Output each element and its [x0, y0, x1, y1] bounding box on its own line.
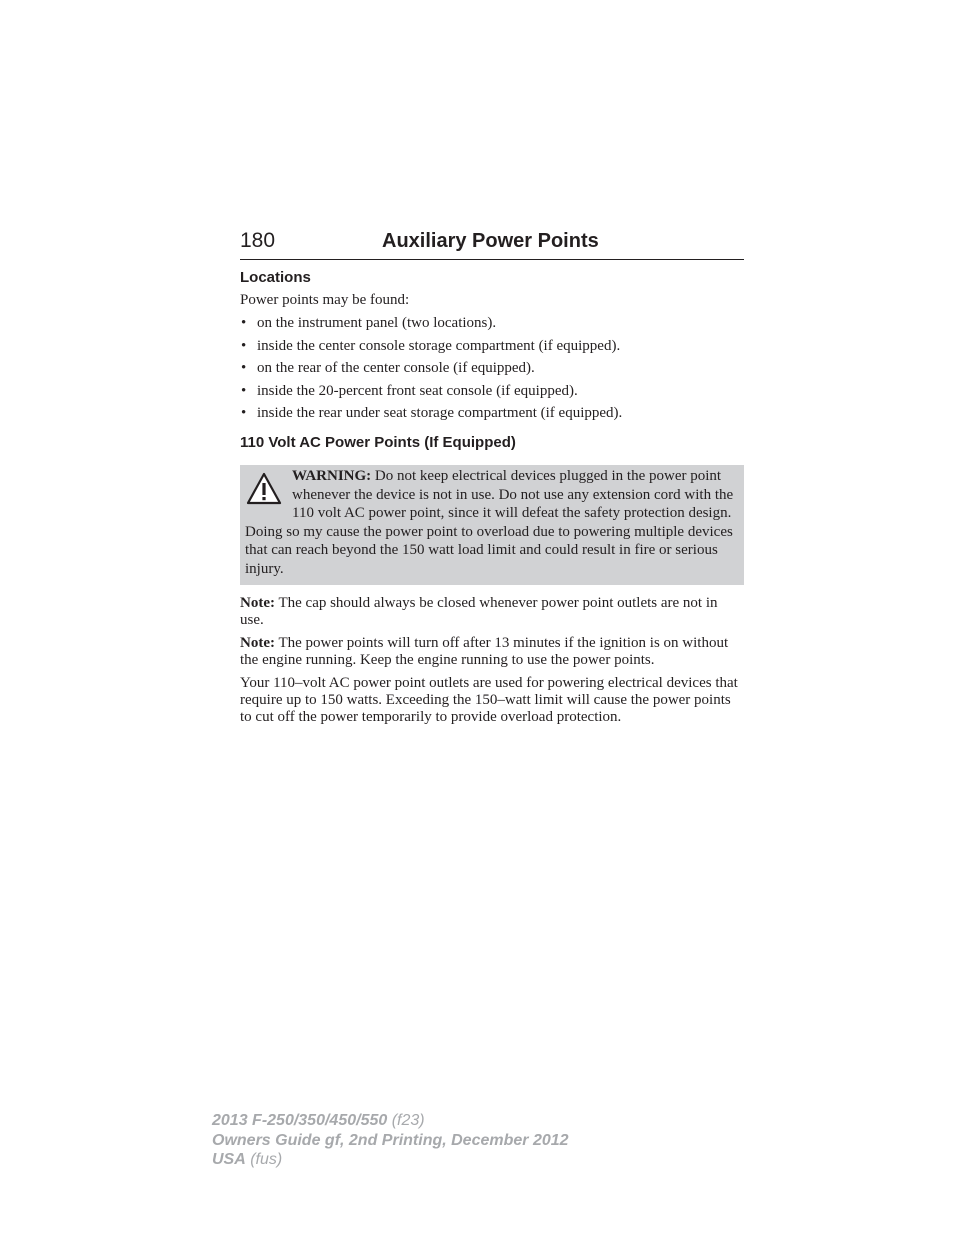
list-item: • inside the 20-percent front seat console (if equipped).	[241, 382, 578, 399]
locations-list	[240, 315, 744, 422]
note-text: The power points will turn off after 13 minutes if the ignition is on without the engine running. Keep the engine running to use the power points.	[240, 634, 729, 668]
page-footer	[212, 1111, 569, 1170]
warning-text: Do not keep electrical devices plugged in the power point whenever the device is not in use. Do not use any extension cord with the 110 volt AC power point, since it will defeat the safety protection design. Doing so my cause the power point to overload due to powering multiple devices that can reach beyond the 150 watt load limit and could result in fire or serious injury.	[245, 468, 734, 577]
manual-page	[240, 229, 744, 732]
footer-model-line: 2013 F-250/350/450/550 (f23)	[212, 1112, 425, 1129]
locations-intro: Power points may be found:	[240, 292, 410, 308]
warning-triangle-icon	[246, 472, 282, 506]
bullet-icon: •	[241, 337, 247, 354]
list-item: • inside the center console storage compartment (if equipped).	[241, 337, 621, 354]
note-label: Note:	[240, 594, 275, 611]
bullet-icon: •	[241, 315, 247, 331]
bullet-icon: •	[241, 360, 247, 376]
locations-heading: Locations	[240, 269, 311, 286]
warning-label: WARNING:	[292, 468, 372, 484]
bullet-icon: •	[241, 382, 247, 399]
note-label: Note:	[240, 634, 275, 651]
note-text: The cap should always be closed whenever power point outlets are not in use.	[240, 594, 718, 628]
page-number: 180	[240, 229, 276, 252]
list-item: • on the rear of the center console (if equipped).	[241, 360, 535, 376]
page-title: Auxiliary Power Points	[382, 230, 599, 252]
warning-box	[240, 465, 744, 585]
bullet-icon: •	[241, 405, 247, 421]
ac-power-points-heading: 110 Volt AC Power Points (If Equipped)	[240, 434, 516, 451]
ac-outlets-description: Your 110–volt AC power point outlets are used for powering electrical devices that require up to 150 watts. Exceeding the 150–watt limit will cause the power points to cut off the power temporarily to provide overload protection.	[240, 674, 738, 725]
footer-region-line: USA (fus)	[212, 1151, 283, 1168]
note-cap	[240, 595, 744, 629]
list-item: • inside the rear under seat storage compartment (if equipped).	[241, 405, 623, 421]
page-header	[240, 229, 744, 260]
list-item: • on the instrument panel (two locations).	[241, 315, 497, 331]
note-ignition	[240, 635, 744, 669]
footer-guide-line: Owners Guide gf, 2nd Printing, December 2012	[212, 1131, 569, 1149]
